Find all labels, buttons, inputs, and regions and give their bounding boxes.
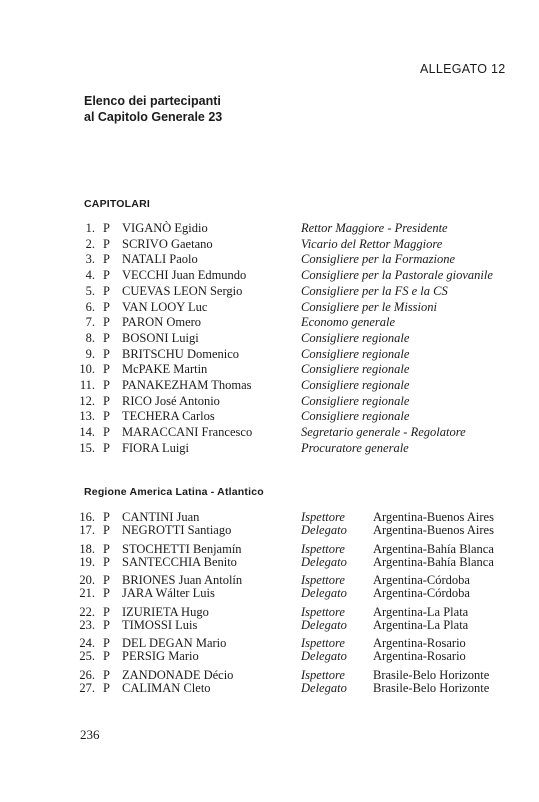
entry-title: P [103, 425, 110, 440]
entry-number: 20. [79, 573, 95, 587]
member-region: Argentina-Buenos Aires [373, 510, 494, 524]
entry-title: P [103, 604, 110, 619]
member-name: SANTECCHIA Benito [122, 554, 237, 569]
section-heading-capitolari: CAPITOLARI [84, 198, 150, 210]
member-name: NEGROTTI Santiago [122, 523, 232, 537]
entry-number: 6. [85, 299, 95, 314]
member-role: Consigliere per le Missioni [301, 299, 437, 314]
member-name: DEL DEGAN Mario [122, 636, 227, 650]
member-role: Delegato [301, 617, 347, 632]
member-region: Brasile-Belo Horizonte [373, 667, 490, 682]
entry-title: P [103, 330, 110, 345]
entry-title: P [103, 440, 110, 455]
list-item [0, 237, 539, 253]
member-role: Ispettore [301, 667, 345, 682]
entry-number: 3. [85, 252, 95, 267]
entry-number: 17. [79, 523, 95, 537]
member-role: Consigliere per la FS e la CS [301, 283, 448, 298]
entry-number: 14. [79, 425, 95, 440]
member-role: Rettor Maggiore - Presidente [301, 221, 448, 235]
entry-number: 18. [79, 541, 95, 556]
member-region: Argentina-Bahía Blanca [373, 541, 494, 556]
entry-number: 22. [79, 604, 95, 619]
member-name: CANTINI Juan [122, 510, 200, 524]
entry-title: P [103, 362, 110, 377]
member-name: PARON Omero [122, 315, 202, 330]
list-item [0, 252, 539, 268]
member-role: Ispettore [301, 573, 345, 587]
entry-title: P [103, 510, 110, 524]
entry-number: 25. [79, 649, 95, 663]
member-role: Consigliere regionale [301, 409, 410, 424]
member-name: McPAKE Martin [122, 362, 208, 377]
member-name: VECCHI Juan Edmundo [122, 268, 247, 283]
member-region: Argentina-Córdoba [373, 573, 470, 587]
member-name: IZURIETA Hugo [122, 604, 209, 619]
member-name: TIMOSSI Luis [122, 617, 198, 632]
list-item [0, 315, 539, 331]
entry-title: P [103, 680, 110, 695]
list-item [0, 362, 539, 378]
member-role: Consigliere regionale [301, 378, 410, 392]
member-name: MARACCANI Francesco [122, 425, 253, 440]
list-item [0, 331, 539, 347]
entry-title: P [103, 667, 110, 682]
title-line-2: al Capitolo Generale 23 [84, 110, 223, 124]
member-role: Vicario del Rettor Maggiore [301, 236, 443, 251]
member-role: Ispettore [301, 604, 345, 619]
member-role: Ispettore [301, 636, 345, 650]
member-name: SCRIVO Gaetano [122, 236, 213, 251]
member-name: VAN LOOY Luc [122, 299, 208, 314]
member-name: FIORA Luigi [122, 440, 190, 455]
list-item [0, 300, 539, 316]
member-role: Consigliere per la Formazione [301, 252, 456, 267]
list-item [0, 284, 539, 300]
member-name: JARA Wálter Luis [122, 586, 215, 600]
member-role: Consigliere regionale [301, 330, 410, 345]
entry-number: 9. [85, 346, 95, 361]
member-role: Consigliere regionale [301, 362, 410, 377]
list-item [0, 555, 539, 571]
member-region: Argentina-Buenos Aires [373, 523, 494, 537]
entry-title: P [103, 236, 110, 251]
appendix-label: ALLEGATO 12 [420, 62, 506, 76]
list-item [0, 394, 539, 410]
member-role: Consigliere per la Pastorale giovanile [301, 268, 493, 283]
member-name: RICO José Antonio [122, 393, 220, 408]
member-role: Delegato [301, 649, 347, 663]
member-name: BRIONES Juan Antolín [122, 573, 243, 587]
title-line-1: Elenco dei partecipanti [84, 94, 221, 108]
member-role: Delegato [301, 586, 347, 600]
entry-number: 19. [79, 554, 95, 569]
member-role: Delegato [301, 523, 347, 537]
entry-title: P [103, 409, 110, 424]
entry-title: P [103, 315, 110, 330]
entry-number: 21. [79, 586, 95, 600]
entry-number: 13. [79, 409, 95, 424]
member-name: ZANDONADE Décio [122, 667, 234, 682]
entry-number: 23. [79, 617, 95, 632]
member-name: BRITSCHU Domenico [122, 346, 240, 361]
member-name: TECHERA Carlos [122, 409, 215, 424]
entry-number: 26. [79, 667, 95, 682]
list-item [0, 586, 539, 602]
entry-number: 12. [79, 393, 95, 408]
entry-title: P [103, 541, 110, 556]
entry-title: P [103, 299, 110, 314]
list-item [0, 221, 539, 237]
list-item [0, 409, 539, 425]
member-name: CUEVAS LEON Sergio [122, 283, 243, 298]
member-region: Argentina-Córdoba [373, 586, 470, 600]
list-item [0, 268, 539, 284]
list-item [0, 523, 539, 539]
entry-number: 11. [79, 378, 95, 392]
entry-number: 7. [85, 315, 95, 330]
member-name: STOCHETTI Benjamín [122, 541, 242, 556]
member-name: BOSONI Luigi [122, 330, 199, 345]
list-item [0, 649, 539, 665]
member-role: Consigliere regionale [301, 393, 410, 408]
member-name: PERSIG Mario [122, 649, 199, 663]
entry-number: 8. [85, 330, 95, 345]
entry-number: 15. [79, 440, 95, 455]
list-item [0, 425, 539, 441]
member-region: Brasile-Belo Horizonte [373, 680, 490, 695]
member-role: Ispettore [301, 541, 345, 556]
entry-title: P [103, 649, 110, 663]
member-region: Argentina-Bahía Blanca [373, 554, 494, 569]
page-number: 236 [80, 727, 100, 742]
member-name: VIGANÒ Egidio [122, 221, 208, 235]
member-name: PANAKEZHAM Thomas [122, 378, 252, 392]
entry-title: P [103, 573, 110, 587]
entry-title: P [103, 617, 110, 632]
list-item [0, 347, 539, 363]
entry-number: 2. [85, 236, 95, 251]
member-region: Argentina-La Plata [373, 617, 469, 632]
member-role: Segretario generale - Regolatore [301, 425, 466, 440]
entry-title: P [103, 523, 110, 537]
member-region: Argentina-La Plata [373, 604, 469, 619]
member-role: Ispettore [301, 510, 345, 524]
entry-title: P [103, 393, 110, 408]
entry-number: 10. [79, 362, 95, 377]
member-region: Argentina-Rosario [373, 636, 466, 650]
entry-number: 27. [79, 680, 95, 695]
document-title [84, 93, 222, 125]
entry-title: P [103, 283, 110, 298]
list-item [0, 441, 539, 457]
list-item [0, 618, 539, 634]
member-role: Procuratore generale [301, 440, 409, 455]
entry-number: 1. [85, 221, 95, 235]
member-name: NATALI Paolo [122, 252, 198, 267]
entry-title: P [103, 554, 110, 569]
entry-number: 24. [79, 636, 95, 650]
member-region: Argentina-Rosario [373, 649, 466, 663]
member-role: Economo generale [301, 315, 396, 330]
member-role: Delegato [301, 680, 347, 695]
entry-title: P [103, 268, 110, 283]
section-heading-regione: Regione America Latina - Atlantico [84, 486, 264, 498]
list-item [0, 378, 539, 394]
entry-title: P [103, 378, 110, 392]
member-role: Consigliere regionale [301, 346, 410, 361]
entry-title: P [103, 586, 110, 600]
entry-title: P [103, 252, 110, 267]
entry-title: P [103, 346, 110, 361]
entry-number: 5. [85, 283, 95, 298]
list-item [0, 681, 539, 697]
entry-title: P [103, 221, 110, 235]
entry-title: P [103, 636, 110, 650]
member-role: Delegato [301, 554, 347, 569]
member-name: CALIMAN Cleto [122, 680, 211, 695]
entry-number: 4. [85, 268, 95, 283]
entry-number: 16. [79, 510, 95, 524]
